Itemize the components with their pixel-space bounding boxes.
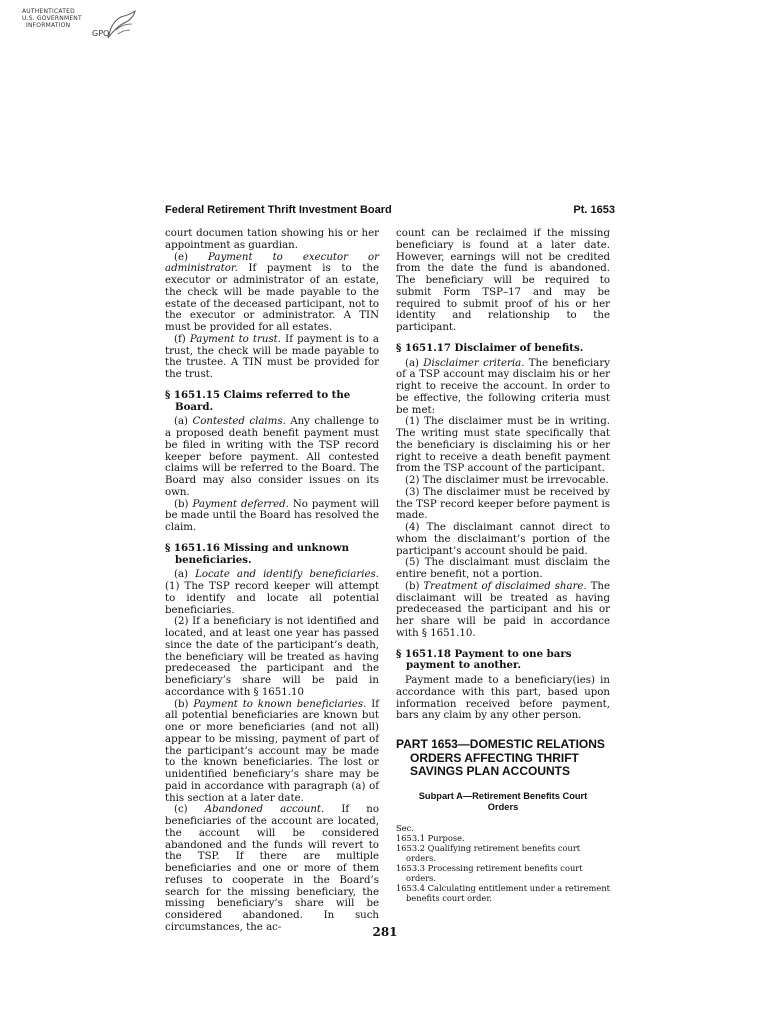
right-column — [396, 228, 610, 903]
paragraph: (4) The disclaimant cannot direct to whom the disclaimant’s portion of the participant’s account should be paid. — [396, 522, 610, 557]
section-heading: § 1651.15 Claims referred to the Board. — [165, 388, 351, 413]
section-heading: § 1651.18 Payment to one bars payment to another. — [396, 647, 572, 672]
paragraph: (b) Payment deferred. No payment will be made until the Board has resolved the claim. — [165, 498, 379, 533]
paragraph: count can be reclaimed if the missing beneficiary is found at a later date. However, earnings will not be credited from the date the fund is abandoned. The beneficiary will be required to submit Form TSP–17 and may be required to submit proof of his or her identity and relationship to the participant. — [396, 228, 610, 333]
gpo-text: GPO — [92, 29, 110, 38]
paragraph: (b) Payment to known beneficiaries. If all potential beneficiaries are known but one or more beneficiaries (and not all) appear to be missing, payment of part of the participant’s account may be made to the known beneficiaries. The lost or unidentified beneficiary’s share may be paid in accordance with paragraph (a) of this section at a later date. — [165, 698, 379, 804]
toc-item: 1653.3 Processing retirement benefits court orders. — [396, 862, 583, 883]
toc-item: 1653.2 Qualifying retirement benefits court orders. — [396, 842, 581, 863]
paragraph: court documen tation showing his or her appointment as guardian. — [165, 228, 379, 251]
section-heading: § 1651.17 Disclaimer of benefits. — [396, 341, 584, 354]
paragraph: (1) The disclaimer must be in writing. The writing must state specifically that the beneficiary is disclaiming his or her right to receive a death benefit payment from the TSP account of the participant. — [396, 416, 610, 475]
paragraph: (3) The disclaimer must be received by the TSP record keeper before payment is made. — [396, 486, 610, 522]
toc-label: Sec. — [396, 822, 414, 833]
paragraph: (e) Payment to executor or administrator. If payment is to the executor or administrator of an estate, the check will be made payable to the estate of the deceased participant, not to the executor or administrator. A TIN must be provided for all estates. — [165, 251, 380, 333]
paragraph: (2) The disclaimer must be irrevocable. — [405, 475, 609, 486]
paragraph: (f) Payment to trust. If payment is to a trust, the check will be made payable to the trustee. A TIN must be provided for the trust. — [165, 333, 380, 380]
stamp-line: AUTHENTICATED — [22, 8, 75, 15]
paragraph: (a) Contested claims. Any challenge to a proposed death benefit payment must be filed in writing with the TSP record keeper before payment. All contested claims will be referred to the Board. The Board may also consider issues on its own. — [165, 416, 379, 498]
paragraph: Payment made to a beneficiary(ies) in accordance with this part, based upon information received before payment, bars any claim by any other person. — [396, 675, 610, 722]
section-list — [396, 823, 610, 903]
section-heading: § 1651.16 Missing and unknown beneficiaries. — [165, 541, 349, 566]
paragraph: (a) Locate and identify beneficiaries. (1) The TSP record keeper will attempt to identify and locate all potential beneficiaries. — [165, 569, 379, 616]
page-number: 281 — [372, 925, 398, 939]
stamp-line: U.S. GOVERNMENT — [22, 15, 82, 22]
paragraph: (2) If a beneficiary is not identified and located, and at least one year has passed since the date of the participant’s death, the beneficiary will be treated as having predeceased the participant and the beneficiary’s share will be paid in accordance with § 1651.10 — [165, 616, 379, 698]
authentication-stamp — [22, 6, 142, 52]
toc-item: 1653.4 Calculating entitlement under a retirement benefits court order. — [396, 882, 611, 903]
subpart-heading-line: Orders — [487, 801, 519, 812]
toc-item: 1653.1 Purpose. — [396, 832, 465, 843]
stamp-line: INFORMATION — [26, 22, 71, 29]
subpart-heading-line: Subpart A—Retirement Benefits Court — [418, 790, 588, 801]
agency-name: Federal Retirement Thrift Investment Board — [165, 204, 392, 216]
paragraph: (5) The disclaimant must disclaim the entire benefit, not a portion. — [396, 557, 610, 580]
part-heading: PART 1653—DOMESTIC RELATIONS ORDERS AFFECTING THRIFT SAVINGS PLAN ACCOUNTS — [396, 737, 605, 778]
left-column — [165, 228, 379, 934]
eagle-seal-icon — [104, 8, 138, 42]
paragraph: (c) Abandoned account. If no beneficiaries of the account are located, the account will be considered abandoned and the funds will revert to the TSP. If there are multiple beneficiaries and one or more of them refuses to cooperate in the Board’s search for the missing beneficiary, the missing beneficiary’s share will be considered abandoned. In such circumstances, the ac- — [165, 804, 379, 933]
paragraph: (a) Disclaimer criteria. The beneficiary of a TSP account may disclaim his or her right to receive the account. In order to be effective, the following criteria must be met: — [396, 357, 610, 416]
subpart-heading — [396, 791, 610, 813]
part-number: Pt. 1653 — [573, 204, 615, 216]
paragraph: (b) Treatment of disclaimed share. The disclaimant will be treated as having predeceased the participant and his or her share will be paid in accordance with § 1651.10. — [396, 580, 610, 639]
running-head — [165, 204, 615, 220]
